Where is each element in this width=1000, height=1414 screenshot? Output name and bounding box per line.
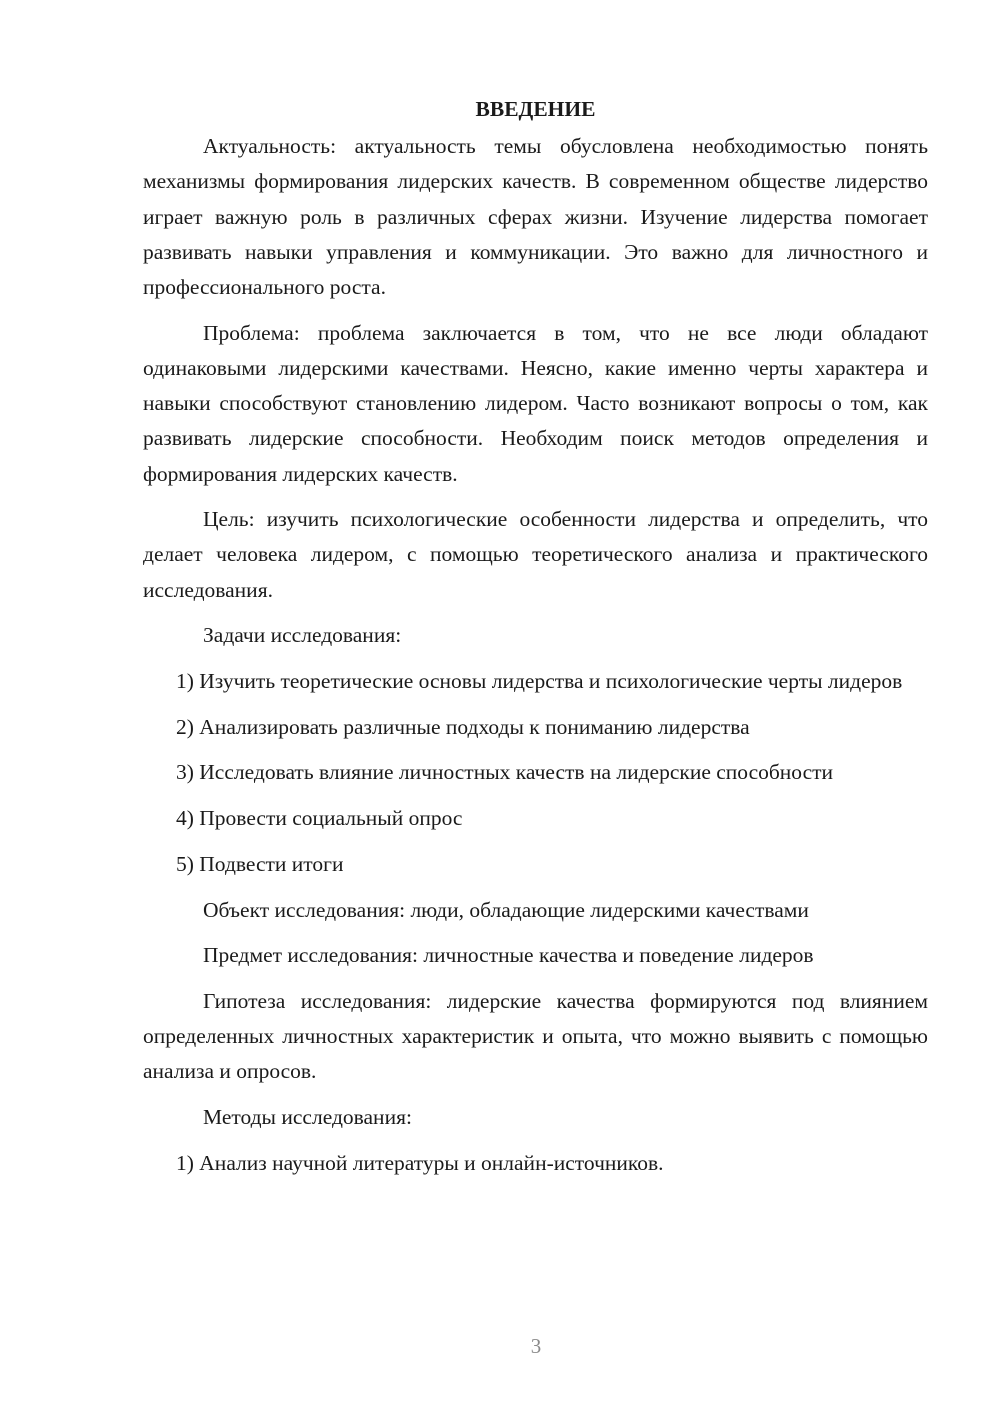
page-number: 3 (530, 1334, 542, 1358)
paragraph-goal: Цель: изучить психологические особенности лидерства и определить, что делает человека лидером, с помощью теоретического анализа и практического исследования. (143, 507, 928, 602)
page-content (143, 92, 928, 1191)
paragraph-subject: Предмет исследования: личностные качества и поведение лидеров (203, 943, 814, 968)
methods-heading: Методы исследования: (203, 1105, 412, 1130)
paragraph-object: Объект исследования: люди, обладающие лидерскими качествами (203, 897, 809, 922)
task-item-3: 3) Исследовать влияние личностных качеств на лидерские способности (176, 760, 834, 785)
section-title: ВВЕДЕНИЕ (475, 97, 596, 121)
task-item-2: 2) Анализировать различные подходы к пониманию лидерства (176, 714, 750, 739)
tasks-heading: Задачи исследования: (203, 623, 402, 648)
task-item-5: 5) Подвести итоги (176, 851, 344, 876)
task-item-1: 1) Изучить теоретические основы лидерства и психологические черты лидеров (176, 669, 903, 694)
task-item-4: 4) Провести социальный опрос (176, 806, 463, 831)
method-item-1: 1) Анализ научной литературы и онлайн-источников. (176, 1150, 664, 1175)
paragraph-relevance: Актуальность: актуальность темы обусловлена необходимостью понять механизмы формирования лидерских качеств. В современном обществе лидерство играет важную роль в различных сферах жизни. Изучение лидерства помогает развивать навыки управления и коммуникации. Это важно для личностного и профессионального роста. (143, 134, 928, 300)
paragraph-problem: Проблема: проблема заключается в том, что не все люди обладают одинаковыми лидерскими качествами. Неясно, какие именно черты характера и навыки способствуют становлению лидером. Часто возникают вопросы о том, как развивать лидерские способности. Необходим поиск методов определения и формирования лидерских качеств. (143, 320, 928, 486)
paragraph-hypothesis: Гипотеза исследования: лидерские качества формируются под влиянием определенных личностных характеристик и опыта, что можно выявить с помощью анализа и опросов. (143, 988, 928, 1084)
